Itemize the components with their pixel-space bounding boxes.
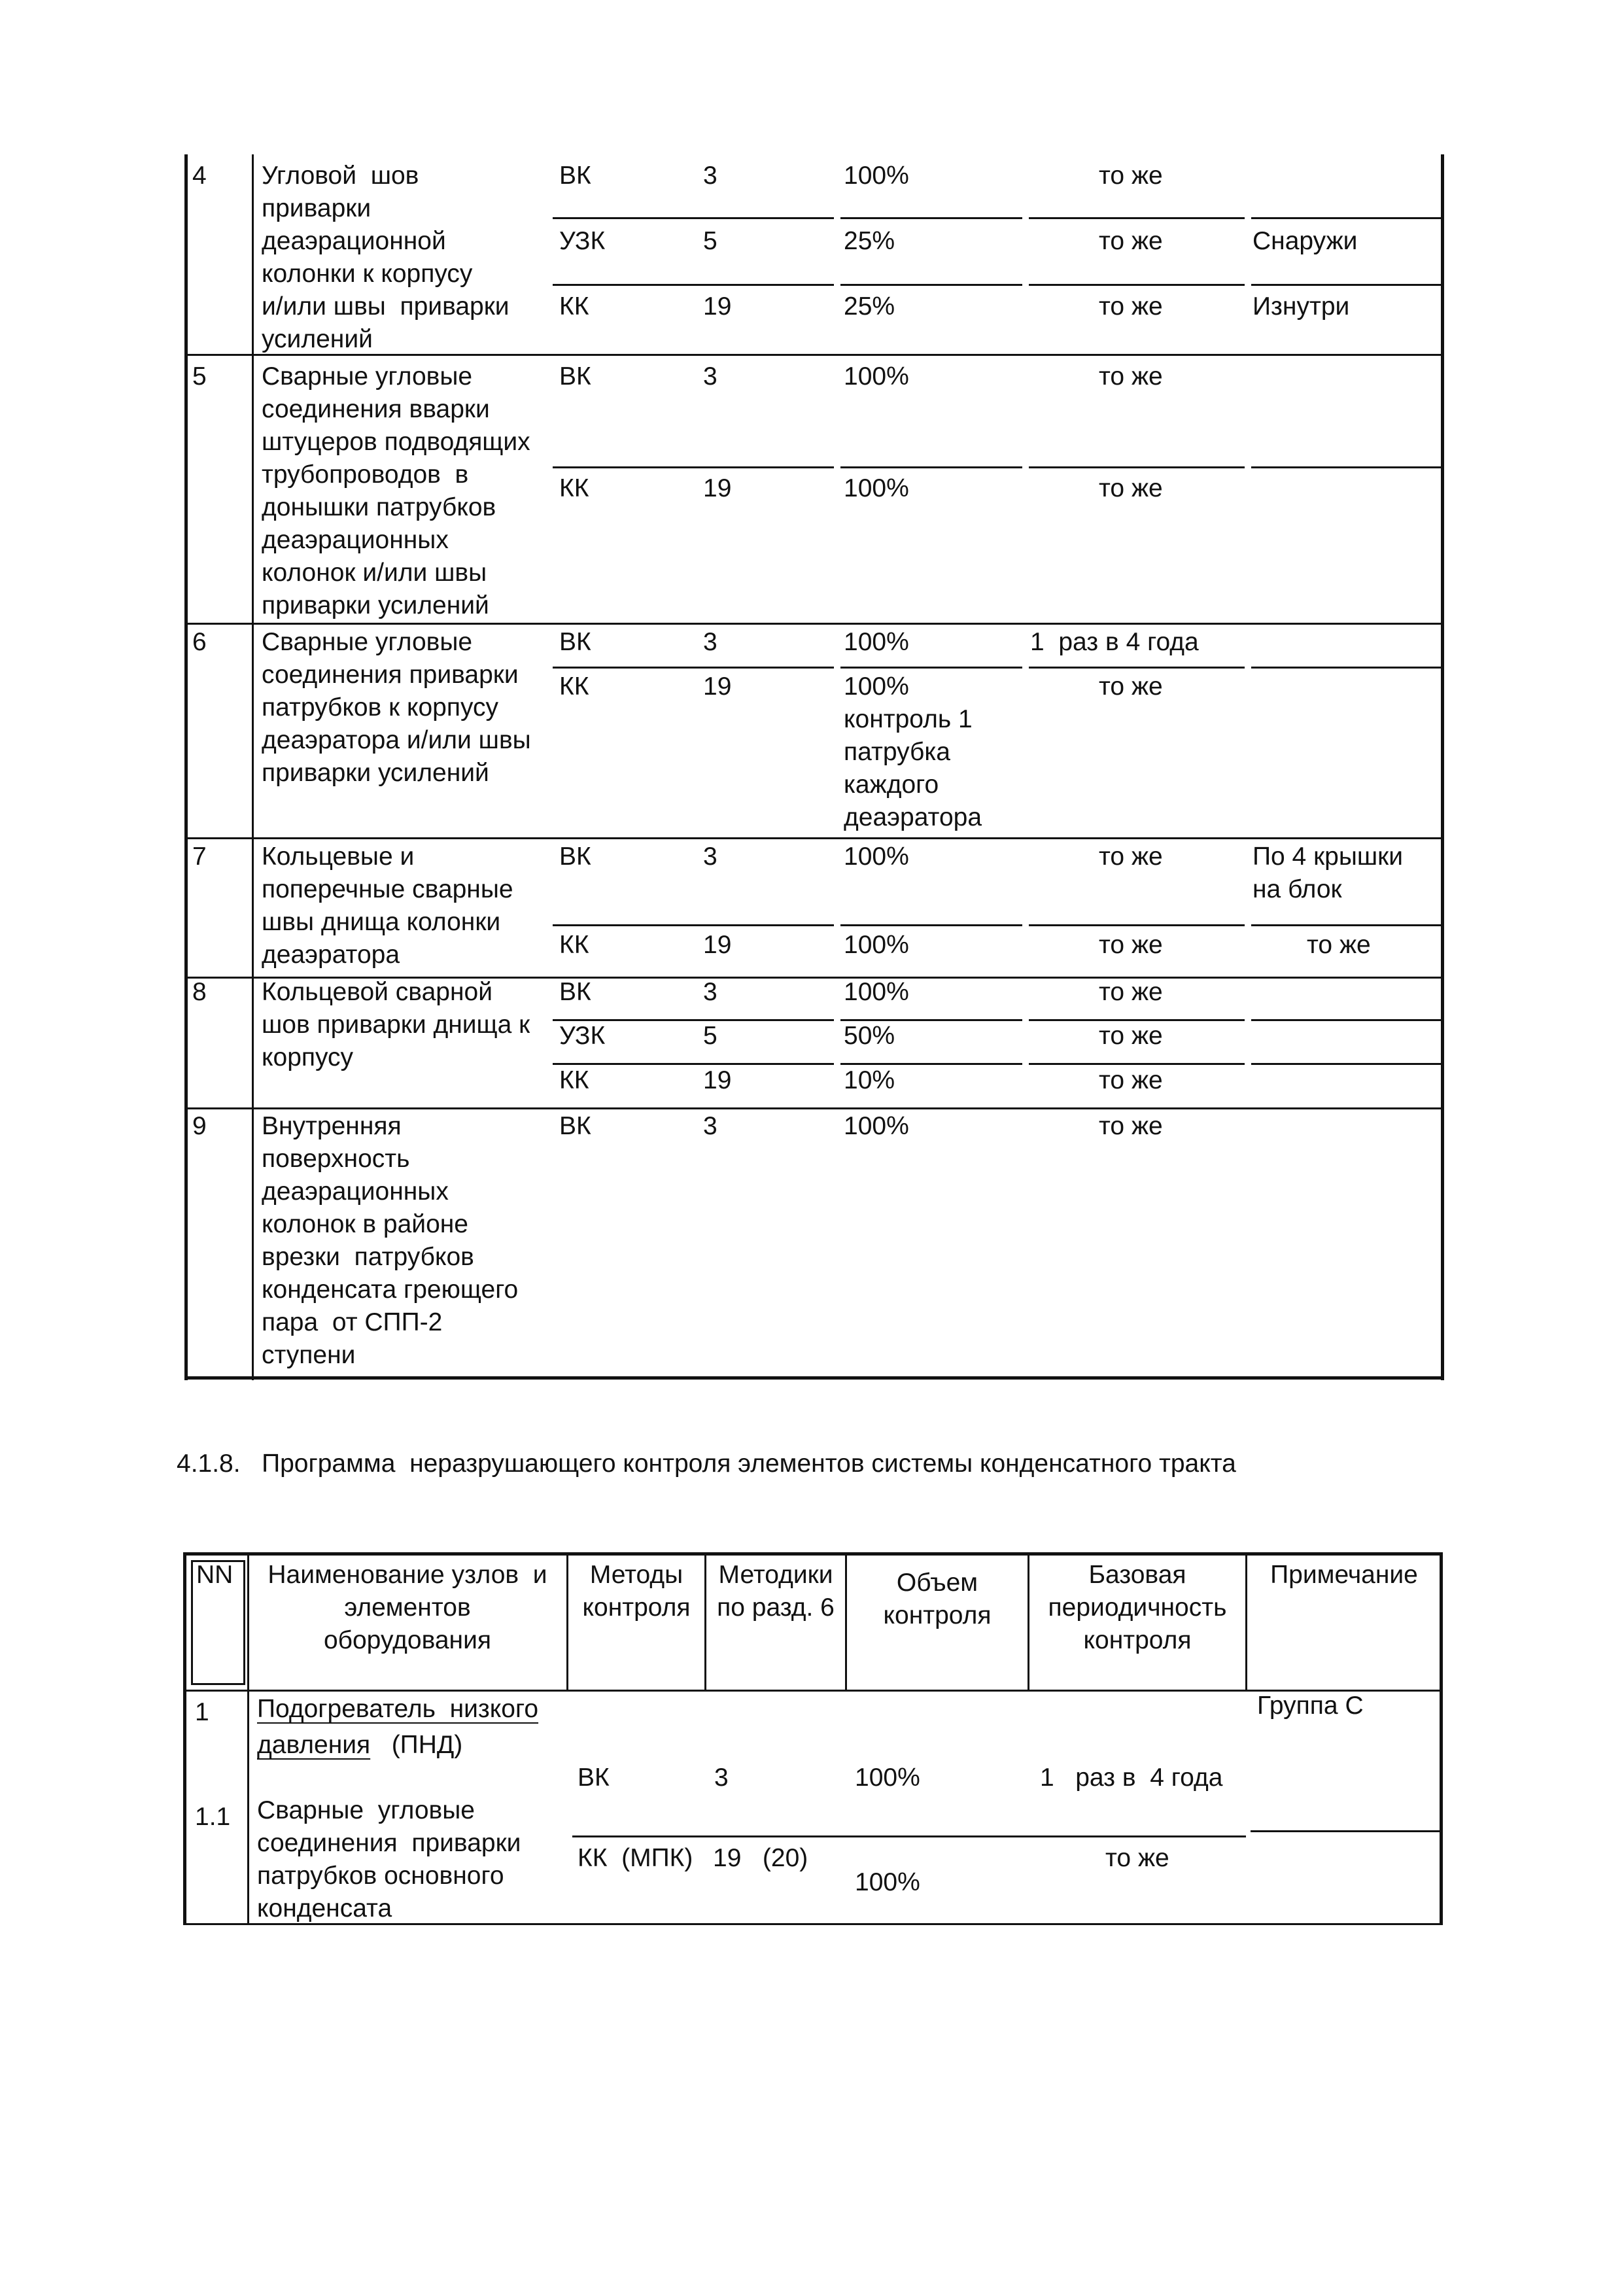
subrow-separator	[1251, 924, 1441, 926]
technique-cell: 19	[703, 292, 732, 321]
row-name-line: корпусу	[262, 1043, 354, 1071]
item-number: 1.1	[195, 1803, 231, 1831]
row-name-line: Кольцевой сварной	[262, 978, 492, 1006]
volume-cell: 100%	[855, 1868, 920, 1896]
row-name-line: усилений	[262, 325, 373, 353]
method-cell: УЗК	[559, 227, 606, 255]
row-name-line: шов приварки днища к	[262, 1011, 530, 1039]
header-volume-line: контроля	[883, 1601, 992, 1629]
header-name-line: элементов	[344, 1593, 471, 1622]
note-cell: то же	[1307, 931, 1371, 959]
row-number: 7	[192, 843, 207, 871]
subrow-separator	[1029, 466, 1245, 468]
volume-cell: 100%	[844, 162, 909, 190]
period-cell: то же	[1099, 931, 1163, 959]
header-techniques-line: Методики	[718, 1561, 833, 1589]
table1-left-border	[184, 154, 188, 1380]
row-name-line: поперечные сварные	[262, 875, 513, 903]
method-cell: ВК	[559, 628, 591, 656]
group-title-line: давления	[257, 1731, 371, 1759]
table2-left-border	[183, 1552, 186, 1925]
row-name-line: Сварные угловые	[262, 628, 473, 656]
row-name-line: колонки к корпусу	[262, 260, 473, 288]
row-number: 4	[192, 162, 207, 190]
method-cell: ВК	[559, 978, 591, 1006]
row-name-line: приварки усилений	[262, 759, 489, 787]
row-name-line: Сварные угловые	[262, 362, 473, 391]
period-cell: то же	[1099, 1066, 1163, 1094]
subrow-separator	[840, 924, 1022, 926]
subrow-separator	[1029, 284, 1245, 286]
period-cell: то же	[1099, 292, 1163, 321]
row-separator	[184, 837, 1444, 839]
period-cell: то же	[1105, 1844, 1169, 1872]
technique-cell: 3	[703, 843, 717, 871]
technique-cell: 3	[703, 1112, 717, 1140]
header-techniques-line: по разд. 6	[717, 1593, 835, 1622]
row-number: 9	[192, 1112, 207, 1140]
period-cell: то же	[1099, 843, 1163, 871]
subrow-separator	[840, 284, 1022, 286]
method-cell: КК	[559, 292, 589, 321]
technique-cell: 19	[703, 931, 732, 959]
period-cell: 1 раз в 4 года	[1040, 1764, 1223, 1792]
subrow-separator	[1029, 667, 1245, 669]
method-cell: УЗК	[559, 1022, 606, 1050]
row-name-line: деаэрационной	[262, 227, 446, 255]
header-note: Примечание	[1270, 1561, 1418, 1589]
period-cell: то же	[1099, 227, 1163, 255]
row-name-line: конденсата греющего	[262, 1276, 519, 1304]
row-name-line: швы днища колонки	[262, 908, 501, 936]
subrow-separator	[553, 217, 834, 219]
technique-cell: 3	[703, 628, 717, 656]
row-name-line: приварки	[262, 194, 371, 222]
group-note: Группа С	[1257, 1692, 1364, 1720]
header-name-line: оборудования	[323, 1626, 492, 1654]
volume-cell: 50%	[844, 1022, 895, 1050]
technique-cell: 5	[703, 227, 717, 255]
period-cell: то же	[1099, 1112, 1163, 1140]
volume-line: 100%	[844, 672, 909, 701]
subrow-separator	[1251, 1019, 1441, 1021]
volume-line: патрубка	[844, 738, 950, 766]
subrow-separator	[553, 284, 834, 286]
subrow-separator	[1251, 217, 1441, 219]
technique-cell: 3	[703, 978, 717, 1006]
row-name-line: деаэрационных	[262, 526, 449, 554]
volume-cell: 100%	[844, 474, 909, 502]
row-name-line: трубопроводов в	[262, 461, 469, 489]
technique-cell: 3	[714, 1764, 729, 1792]
period-cell: то же	[1099, 162, 1163, 190]
row-name-line: патрубков к корпусу	[262, 693, 499, 722]
header-methods-line: контроля	[582, 1593, 691, 1622]
row-number: 6	[192, 628, 207, 656]
col-divider	[243, 1560, 245, 1684]
volume-cell: 25%	[844, 292, 895, 321]
volume-line: деаэратора	[844, 803, 982, 831]
subrow-separator	[840, 466, 1022, 468]
method-cell: ВК	[559, 1112, 591, 1140]
technique-cell: 5	[703, 1022, 717, 1050]
subrow-separator	[1251, 466, 1441, 468]
subrow-separator	[840, 667, 1022, 669]
subrow-separator	[553, 924, 834, 926]
subrow-separator	[1251, 1063, 1441, 1065]
row-name-line: деаэратора и/или швы	[262, 726, 531, 754]
header-volume-line: Объем	[896, 1569, 978, 1597]
method-cell: КК	[559, 672, 589, 701]
row-name-line: колонок и/или швы	[262, 559, 487, 587]
subrow-separator	[572, 1835, 1246, 1837]
section-heading: 4.1.8. Программа неразрушающего контроля элементов системы конденсатного тракта	[177, 1450, 1236, 1478]
period-cell: то же	[1099, 978, 1163, 1006]
item-name-line: конденсата	[257, 1894, 392, 1922]
technique-cell: 19	[703, 672, 732, 701]
note-cell: Снаружи	[1253, 227, 1358, 255]
technique-cell: 19 (20)	[713, 1844, 808, 1872]
volume-cell: 100%	[844, 628, 909, 656]
row-name-line: ступени	[262, 1341, 356, 1369]
row-name-line: врезки патрубков	[262, 1243, 474, 1271]
col-divider	[191, 1560, 193, 1684]
row-name-line: приварки усилений	[262, 591, 489, 619]
method-cell: ВК	[559, 162, 591, 190]
row-separator	[184, 623, 1444, 625]
group-title-line: Подогреватель низкого	[257, 1695, 539, 1723]
row-name-line: деаэратора	[262, 941, 400, 969]
header-period-line: контроля	[1083, 1626, 1192, 1654]
header-num: NN	[196, 1561, 233, 1589]
row-name-line: соединения приварки	[262, 661, 519, 689]
row-separator	[184, 1107, 1444, 1109]
method-cell: ВК	[559, 362, 591, 391]
subrow-separator	[1251, 1830, 1441, 1832]
volume-line: каждого	[844, 771, 939, 799]
row-name-line: поверхность	[262, 1145, 410, 1173]
volume-line: контроль 1	[844, 705, 973, 733]
volume-cell: 25%	[844, 227, 895, 255]
row-name-line: Угловой шов	[262, 162, 419, 190]
group-title-suffix: (ПНД)	[391, 1731, 463, 1759]
method-cell: КК	[559, 1066, 589, 1094]
period-cell: то же	[1099, 474, 1163, 502]
period-cell: то же	[1099, 362, 1163, 391]
method-cell: КК	[559, 474, 589, 502]
subrow-separator	[1029, 924, 1245, 926]
period-cell: 1 раз в 4 года	[1030, 628, 1199, 656]
row-name-line: штуцеров подводящих	[262, 428, 530, 456]
table2-top-border	[183, 1552, 1443, 1556]
row-name-line: пара от СПП-2	[262, 1308, 443, 1336]
header-period-line: периодичность	[1048, 1593, 1227, 1622]
subrow-separator	[1029, 217, 1245, 219]
volume-cell: 100%	[844, 362, 909, 391]
period-cell: то же	[1099, 1022, 1163, 1050]
row-name-line: Внутренняя	[262, 1112, 402, 1140]
note-line: По 4 крышки	[1253, 843, 1404, 871]
header-period-line: Базовая	[1088, 1561, 1186, 1589]
table2-right-border	[1440, 1552, 1443, 1925]
row-separator	[184, 354, 1444, 356]
volume-cell: 100%	[844, 931, 909, 959]
item-name-line: Сварные угловые	[257, 1796, 475, 1824]
row-number: 8	[192, 978, 207, 1006]
volume-cell: 100%	[844, 978, 909, 1006]
note-cell: Изнутри	[1253, 292, 1350, 321]
method-cell: ВК	[559, 843, 591, 871]
note-line: на блок	[1253, 875, 1342, 903]
method-cell: ВК	[578, 1764, 610, 1792]
row-name-line: соединения вварки	[262, 395, 490, 423]
volume-cell: 100%	[844, 843, 909, 871]
header-name-line: Наименование узлов и	[268, 1561, 547, 1589]
subrow-separator	[840, 217, 1022, 219]
technique-cell: 3	[703, 362, 717, 391]
item-name-line: соединения приварки	[257, 1829, 521, 1857]
row-number: 5	[192, 362, 207, 391]
subrow-separator	[1251, 284, 1441, 286]
subrow-separator	[1251, 667, 1441, 669]
volume-cell: 100%	[855, 1764, 920, 1792]
method-cell: КК (МПК)	[578, 1844, 693, 1872]
row-name-line: Кольцевые и	[262, 843, 415, 871]
subrow-separator	[553, 466, 834, 468]
technique-cell: 19	[703, 474, 732, 502]
subrow-separator	[553, 667, 834, 669]
table2-header-separator	[183, 1690, 1443, 1692]
item-name-line: патрубков основного	[257, 1862, 504, 1890]
header-methods-line: Методы	[589, 1561, 683, 1589]
subrow-separator	[553, 1063, 834, 1065]
volume-cell: 100%	[844, 1112, 909, 1140]
row-name-line: колонок в районе	[262, 1210, 468, 1238]
table1-col-divider	[252, 154, 254, 1380]
row-name-line: деаэрационных	[262, 1177, 449, 1206]
period-cell: то же	[1099, 672, 1163, 701]
col-divider	[191, 1683, 245, 1685]
table1-bottom-border	[184, 1376, 1444, 1380]
row-name-line: и/или швы приварки	[262, 292, 510, 321]
technique-cell: 3	[703, 162, 717, 190]
method-cell: КК	[559, 931, 589, 959]
row-name-line: донышки патрубков	[262, 493, 496, 521]
technique-cell: 19	[703, 1066, 732, 1094]
group-number: 1	[195, 1698, 209, 1726]
volume-cell: 10%	[844, 1066, 895, 1094]
table1-right-border	[1441, 154, 1444, 1380]
